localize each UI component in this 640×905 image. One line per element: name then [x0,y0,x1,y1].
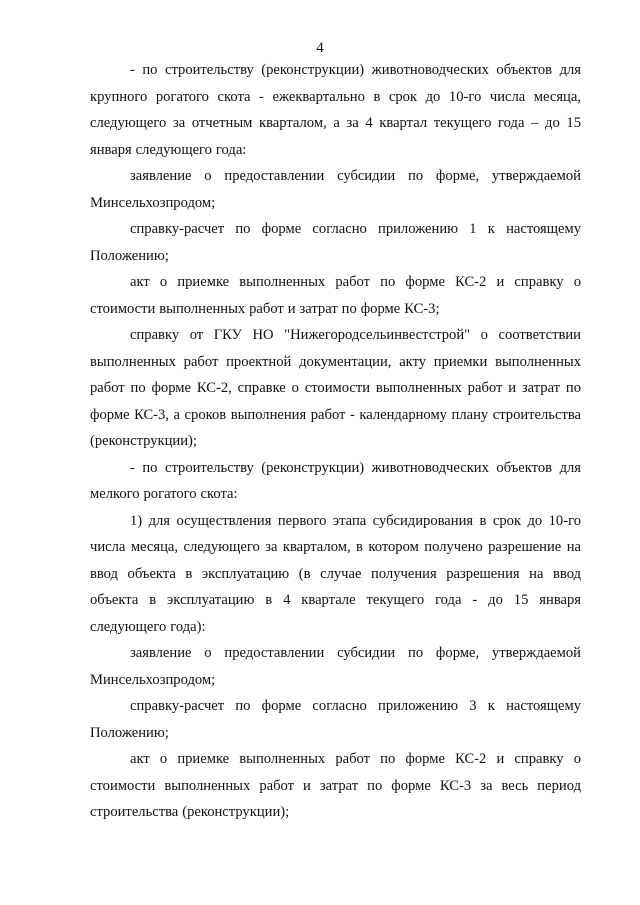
paragraph: справку-расчет по форме согласно приложению 3 к настоящему Положению; [90,698,581,741]
page-number: 4 [316,40,324,56]
paragraph: справку-расчет по форме согласно приложению 1 к настоящему Положению; [90,221,581,264]
paragraph: заявление о предоставлении субсидии по форме, утверждаемой Минсельхозпродом; [90,645,581,688]
paragraph: акт о приемке выполненных работ по форме КС-2 и справку о стоимости выполненных работ и затрат по форме КС-3; [90,274,581,317]
paragraph: справку от ГКУ НО "Нижегородсельинвестстрой" о соответствии выполненных работ проектной документации, акту приемки выполненных работ по форме КС-2, справке о стоимости выполненных работ и затрат по форме КС-3, а сроков выполнения работ - календарному плану строительства (реконструкции); [90,327,581,449]
paragraph: заявление о предоставлении субсидии по форме, утверждаемой Минсельхозпродом; [90,168,581,211]
paragraph: акт о приемке выполненных работ по форме КС-2 и справку о стоимости выполненных работ и затрат по форме КС-3 за весь период строительства (реконструкции); [90,751,581,820]
paragraph: 1) для осуществления первого этапа субсидирования в срок до 10-го числа месяца, следующего за кварталом, в котором получено разрешение на ввод объекта в эксплуатацию (в случае получения разрешения на ввод объекта в эксплуатацию в 4 квартале текущего года - до 15 января следующего года): [90,512,581,635]
document-body [90,57,581,826]
paragraph: - по строительству (реконструкции) животноводческих объектов для крупного рогатого скота - ежеквартально в срок до 10-го числа месяца, следующего за отчетным кварталом, а за 4 квартал текущего года – до 15 января следующего года: [90,62,581,158]
paragraph: - по строительству (реконструкции) животноводческих объектов для мелкого рогатого скота: [90,459,581,502]
